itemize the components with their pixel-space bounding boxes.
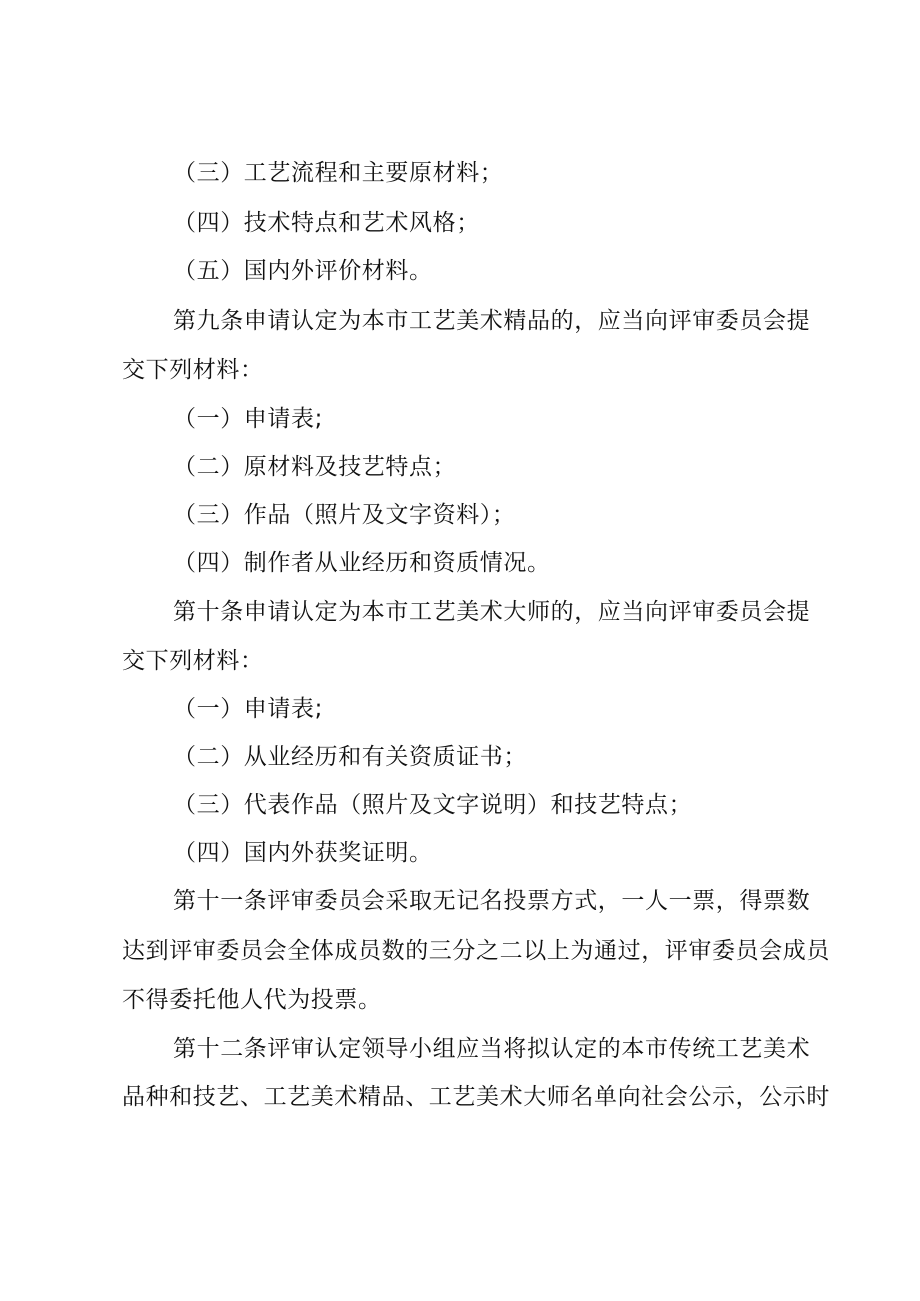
text-line: （三）代表作品（照片及文字说明）和技艺特点；	[173, 792, 693, 818]
text-line: 第十一条评审委员会采取无记名投票方式，一人一票，得票数	[173, 888, 811, 914]
text-line: 交下列材料：	[122, 648, 264, 674]
text-line: 达到评审委员会全体成员数的三分之二以上为通过，评审委员会成员	[122, 938, 830, 964]
text-line: （二）原材料及技艺特点；	[173, 454, 457, 480]
text-line: 第九条申请认定为本市工艺美术精品的，应当向评审委员会提	[173, 308, 811, 334]
text-line: （四）技术特点和艺术风格；	[173, 210, 480, 236]
text-line: （三）工艺流程和主要原材料；	[173, 160, 504, 186]
text-line: 品种和技艺、工艺美术精品、工艺美术大师名单向社会公示，公示时	[122, 1084, 830, 1110]
text-line: （四）国内外获奖证明。	[173, 840, 433, 866]
text-line: （四）制作者从业经历和资质情况。	[173, 550, 551, 576]
text-line: 第十条申请认定为本市工艺美术大师的，应当向评审委员会提	[173, 599, 811, 625]
text-line: （一）申请表;	[173, 406, 323, 432]
text-line: 不得委托他人代为投票。	[122, 987, 382, 1013]
text-line: （一）申请表;	[173, 696, 323, 722]
text-line: 第十二条评审认定领导小组应当将拟认定的本市传统工艺美术	[173, 1036, 811, 1062]
text-line: 交下列材料：	[122, 357, 264, 383]
text-line: （五）国内外评价材料。	[173, 258, 433, 284]
text-line: （二）从业经历和有关资质证书；	[173, 744, 527, 770]
text-line: （三）作品（照片及文字资料）；	[173, 502, 516, 528]
